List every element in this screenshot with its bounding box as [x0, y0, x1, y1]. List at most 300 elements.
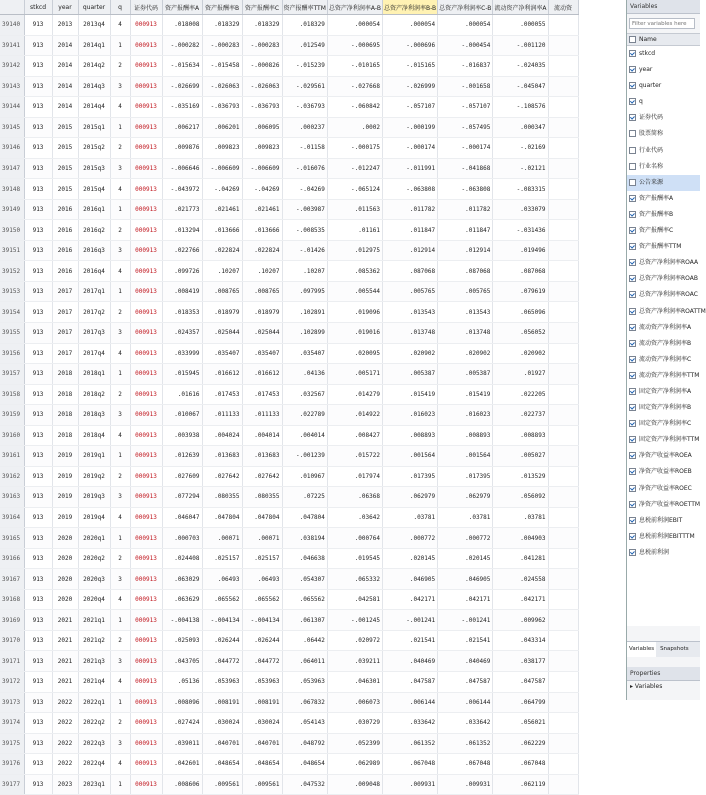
table-cell[interactable]: .043314	[493, 630, 548, 651]
table-cell[interactable]: 2018	[52, 384, 78, 405]
table-cell[interactable]: .013294	[162, 220, 202, 241]
table-cell[interactable]: 2017	[52, 343, 78, 364]
table-cell[interactable]: -.060842	[327, 97, 382, 118]
table-cell[interactable]: 2017	[52, 322, 78, 343]
table-cell[interactable]: -.004134	[202, 610, 242, 631]
table-cell[interactable]: .008191	[202, 692, 242, 713]
table-cell[interactable]: .03642	[327, 507, 382, 528]
variable-item[interactable]	[627, 352, 700, 368]
table-cell[interactable]: -.01426	[282, 240, 327, 261]
table-cell[interactable]: -.057495	[438, 117, 493, 138]
table-row[interactable]	[0, 589, 578, 610]
table-cell[interactable]	[548, 179, 578, 200]
table-cell[interactable]: 2023q1	[78, 774, 110, 795]
table-cell[interactable]	[548, 158, 578, 179]
table-cell[interactable]: .065562	[282, 589, 327, 610]
table-cell[interactable]: .022824	[202, 240, 242, 261]
table-cell[interactable]: .016612	[202, 364, 242, 385]
table-cell[interactable]: 2016q1	[78, 199, 110, 220]
table-cell[interactable]	[548, 138, 578, 159]
variable-checkbox[interactable]	[629, 275, 636, 282]
table-cell[interactable]: .014279	[327, 384, 382, 405]
row-number[interactable]: 39143	[0, 76, 24, 97]
table-cell[interactable]: -.065124	[327, 179, 382, 200]
row-number[interactable]: 39176	[0, 754, 24, 775]
table-row[interactable]	[0, 138, 578, 159]
table-cell[interactable]: .018979	[202, 302, 242, 323]
table-cell[interactable]: .025157	[202, 548, 242, 569]
table-cell[interactable]	[548, 630, 578, 651]
table-cell[interactable]: .067048	[438, 754, 493, 775]
table-cell[interactable]: 2015	[52, 158, 78, 179]
variable-checkbox[interactable]	[629, 372, 636, 379]
table-cell[interactable]: 2022q2	[78, 713, 110, 734]
table-cell[interactable]: .017974	[327, 466, 382, 487]
table-cell[interactable]: 913	[24, 630, 52, 651]
table-cell[interactable]: -.036793	[202, 97, 242, 118]
variable-item[interactable]	[627, 175, 700, 191]
table-cell[interactable]: .01161	[327, 220, 382, 241]
table-cell[interactable]: 3	[110, 76, 130, 97]
table-cell[interactable]: .035407	[282, 343, 327, 364]
table-cell[interactable]: .009561	[242, 774, 282, 795]
table-cell[interactable]: .005387	[438, 364, 493, 385]
table-cell[interactable]: .021541	[438, 630, 493, 651]
table-cell[interactable]: 2019q2	[78, 466, 110, 487]
column-header[interactable]: quarter	[78, 0, 110, 15]
variable-checkbox[interactable]	[629, 211, 636, 218]
table-row[interactable]	[0, 548, 578, 569]
table-cell[interactable]: 2016q2	[78, 220, 110, 241]
table-cell[interactable]: 3	[110, 733, 130, 754]
table-cell[interactable]: .009048	[327, 774, 382, 795]
table-cell[interactable]: 1	[110, 692, 130, 713]
table-cell[interactable]: 2018	[52, 425, 78, 446]
table-row[interactable]	[0, 261, 578, 282]
table-cell[interactable]: .005765	[382, 281, 437, 302]
table-cell[interactable]: .011782	[382, 199, 437, 220]
table-cell[interactable]: .014922	[327, 405, 382, 426]
table-cell[interactable]: 913	[24, 507, 52, 528]
table-cell[interactable]: 2	[110, 138, 130, 159]
table-cell[interactable]: 1	[110, 774, 130, 795]
table-cell[interactable]: .009823	[202, 138, 242, 159]
variable-checkbox[interactable]	[629, 468, 636, 475]
table-cell[interactable]: -.000826	[242, 56, 282, 77]
table-cell[interactable]	[548, 589, 578, 610]
table-cell[interactable]: .027642	[202, 466, 242, 487]
table-cell[interactable]: 2	[110, 384, 130, 405]
table-cell[interactable]: .087068	[493, 261, 548, 282]
table-row[interactable]	[0, 713, 578, 734]
table-cell[interactable]: .038177	[493, 651, 548, 672]
table-cell[interactable]: 000913	[130, 713, 162, 734]
table-cell[interactable]: 000913	[130, 220, 162, 241]
table-cell[interactable]: -.029561	[282, 76, 327, 97]
table-cell[interactable]: 2017q2	[78, 302, 110, 323]
table-cell[interactable]: .047532	[282, 774, 327, 795]
table-cell[interactable]: .020095	[327, 343, 382, 364]
table-cell[interactable]: .047587	[382, 672, 437, 693]
table-cell[interactable]: .06493	[242, 569, 282, 590]
table-cell[interactable]: .008191	[242, 692, 282, 713]
table-cell[interactable]: .021773	[162, 199, 202, 220]
variable-checkbox[interactable]	[629, 98, 636, 105]
table-cell[interactable]: .041281	[493, 548, 548, 569]
table-cell[interactable]: 2016	[52, 240, 78, 261]
table-cell[interactable]: -.000696	[382, 35, 437, 56]
table-cell[interactable]: .024558	[493, 569, 548, 590]
table-cell[interactable]: 3	[110, 651, 130, 672]
table-cell[interactable]: .033642	[438, 713, 493, 734]
variable-item[interactable]	[627, 159, 700, 175]
table-cell[interactable]: 000913	[130, 240, 162, 261]
table-cell[interactable]: 000913	[130, 322, 162, 343]
table-cell[interactable]: -.036793	[282, 97, 327, 118]
table-cell[interactable]: .027642	[242, 466, 282, 487]
table-cell[interactable]: .048654	[242, 754, 282, 775]
table-row[interactable]	[0, 281, 578, 302]
table-cell[interactable]: 2	[110, 713, 130, 734]
table-cell[interactable]: .047804	[282, 507, 327, 528]
table-cell[interactable]: 1	[110, 446, 130, 467]
table-cell[interactable]: .008606	[162, 774, 202, 795]
table-cell[interactable]: .005765	[438, 281, 493, 302]
table-cell[interactable]: 2021q1	[78, 610, 110, 631]
table-cell[interactable]: .021461	[242, 199, 282, 220]
variable-item[interactable]	[627, 143, 700, 159]
table-cell[interactable]: .097995	[282, 281, 327, 302]
table-cell[interactable]	[548, 199, 578, 220]
table-cell[interactable]: 913	[24, 651, 52, 672]
table-cell[interactable]: 4	[110, 507, 130, 528]
variable-checkbox[interactable]	[629, 452, 636, 459]
table-cell[interactable]: .000237	[282, 117, 327, 138]
row-number[interactable]: 39173	[0, 692, 24, 713]
table-cell[interactable]: .10207	[242, 261, 282, 282]
table-cell[interactable]	[548, 281, 578, 302]
table-cell[interactable]: -.001241	[438, 610, 493, 631]
table-cell[interactable]: -.003987	[282, 199, 327, 220]
table-cell[interactable]: .065332	[327, 569, 382, 590]
table-cell[interactable]	[548, 364, 578, 385]
table-cell[interactable]: 2016q3	[78, 240, 110, 261]
table-cell[interactable]: .011563	[327, 199, 382, 220]
table-cell[interactable]: -.004134	[242, 610, 282, 631]
table-cell[interactable]: .013748	[438, 322, 493, 343]
variable-item[interactable]	[627, 497, 700, 513]
table-cell[interactable]: 000913	[130, 56, 162, 77]
table-row[interactable]	[0, 56, 578, 77]
table-row[interactable]	[0, 15, 578, 36]
table-cell[interactable]: -.015458	[202, 56, 242, 77]
table-cell[interactable]	[548, 384, 578, 405]
table-cell[interactable]: .064011	[282, 651, 327, 672]
table-cell[interactable]: .03781	[382, 507, 437, 528]
table-cell[interactable]: -.04269	[242, 179, 282, 200]
row-number[interactable]: 39162	[0, 466, 24, 487]
table-cell[interactable]: .009962	[493, 610, 548, 631]
table-cell[interactable]: .022766	[162, 240, 202, 261]
table-cell[interactable]: .03781	[493, 507, 548, 528]
table-cell[interactable]: 913	[24, 240, 52, 261]
variable-checkbox[interactable]	[629, 179, 636, 186]
variable-checkbox[interactable]	[629, 501, 636, 508]
row-number[interactable]: 39158	[0, 384, 24, 405]
table-cell[interactable]: .061352	[438, 733, 493, 754]
row-number[interactable]: 39169	[0, 610, 24, 631]
table-cell[interactable]: .042171	[493, 589, 548, 610]
table-cell[interactable]: 4	[110, 15, 130, 36]
table-cell[interactable]: 2019q1	[78, 446, 110, 467]
variable-item[interactable]	[627, 448, 700, 464]
table-cell[interactable]: -.057107	[438, 97, 493, 118]
table-cell[interactable]: .087068	[438, 261, 493, 282]
table-row[interactable]	[0, 364, 578, 385]
table-cell[interactable]: 000913	[130, 138, 162, 159]
table-cell[interactable]: .025044	[242, 322, 282, 343]
table-cell[interactable]: .067048	[493, 754, 548, 775]
column-header[interactable]: 流动资产净利润率A	[493, 0, 548, 15]
table-cell[interactable]: .06368	[327, 487, 382, 508]
table-cell[interactable]: .013683	[202, 446, 242, 467]
table-cell[interactable]: .047587	[493, 672, 548, 693]
table-cell[interactable]: .006144	[438, 692, 493, 713]
table-cell[interactable]: .017395	[382, 466, 437, 487]
table-cell[interactable]: .053963	[242, 672, 282, 693]
table-cell[interactable]: .065562	[202, 589, 242, 610]
table-row[interactable]	[0, 405, 578, 426]
table-row[interactable]	[0, 528, 578, 549]
column-header[interactable]: q	[110, 0, 130, 15]
table-cell[interactable]: 2014q1	[78, 35, 110, 56]
table-cell[interactable]: .056092	[493, 487, 548, 508]
table-cell[interactable]: .062119	[493, 774, 548, 795]
table-cell[interactable]: -.006646	[162, 158, 202, 179]
row-number[interactable]: 39157	[0, 364, 24, 385]
variable-item[interactable]	[627, 94, 700, 110]
table-cell[interactable]: 2023	[52, 774, 78, 795]
table-cell[interactable]: .040701	[242, 733, 282, 754]
table-cell[interactable]: .009876	[162, 138, 202, 159]
table-cell[interactable]: 4	[110, 425, 130, 446]
table-cell[interactable]: .020902	[438, 343, 493, 364]
table-cell[interactable]: .000772	[382, 528, 437, 549]
table-cell[interactable]: .085362	[327, 261, 382, 282]
table-cell[interactable]: -.000454	[438, 35, 493, 56]
table-cell[interactable]: .015722	[327, 446, 382, 467]
table-cell[interactable]: .022824	[242, 240, 282, 261]
table-cell[interactable]: -.011991	[382, 158, 437, 179]
table-cell[interactable]: -.006609	[242, 158, 282, 179]
table-cell[interactable]: 2022	[52, 713, 78, 734]
row-number[interactable]: 39149	[0, 199, 24, 220]
table-cell[interactable]: .008893	[438, 425, 493, 446]
table-cell[interactable]: .009561	[202, 774, 242, 795]
table-row[interactable]	[0, 507, 578, 528]
table-cell[interactable]: .046638	[282, 548, 327, 569]
table-cell[interactable]: 2014	[52, 97, 78, 118]
variable-item[interactable]	[627, 207, 700, 223]
table-cell[interactable]	[548, 322, 578, 343]
table-cell[interactable]: 2016	[52, 220, 78, 241]
filter-variables-input[interactable]	[629, 18, 695, 29]
table-row[interactable]	[0, 754, 578, 775]
row-number[interactable]: 39170	[0, 630, 24, 651]
table-cell[interactable]: .042171	[382, 589, 437, 610]
table-cell[interactable]: 2014	[52, 35, 78, 56]
table-cell[interactable]: .001564	[382, 446, 437, 467]
table-cell[interactable]: .064799	[493, 692, 548, 713]
table-cell[interactable]: .047587	[438, 672, 493, 693]
table-cell[interactable]: .016023	[438, 405, 493, 426]
table-cell[interactable]	[548, 754, 578, 775]
column-header[interactable]: 资产报酬率A	[162, 0, 202, 15]
table-cell[interactable]: 913	[24, 56, 52, 77]
table-cell[interactable]: 913	[24, 733, 52, 754]
table-cell[interactable]: .00071	[242, 528, 282, 549]
row-number[interactable]: 39153	[0, 281, 24, 302]
table-cell[interactable]: 000913	[130, 343, 162, 364]
table-cell[interactable]: 000913	[130, 630, 162, 651]
table-cell[interactable]	[548, 56, 578, 77]
variable-checkbox[interactable]	[629, 82, 636, 89]
table-cell[interactable]: .009823	[242, 138, 282, 159]
table-cell[interactable]: .012549	[282, 35, 327, 56]
table-cell[interactable]: .025157	[242, 548, 282, 569]
table-cell[interactable]: .006144	[382, 692, 437, 713]
table-cell[interactable]: .047804	[202, 507, 242, 528]
table-row[interactable]	[0, 199, 578, 220]
row-number[interactable]: 39156	[0, 343, 24, 364]
variable-checkbox[interactable]	[629, 436, 636, 443]
table-row[interactable]	[0, 343, 578, 364]
table-cell[interactable]: -.015634	[162, 56, 202, 77]
table-cell[interactable]: 000913	[130, 774, 162, 795]
table-cell[interactable]: .026244	[242, 630, 282, 651]
table-cell[interactable]: .005171	[327, 364, 382, 385]
row-number[interactable]: 39152	[0, 261, 24, 282]
table-cell[interactable]: .054143	[282, 713, 327, 734]
table-cell[interactable]: 913	[24, 548, 52, 569]
table-cell[interactable]: .022737	[493, 405, 548, 426]
table-cell[interactable]: .040701	[202, 733, 242, 754]
table-cell[interactable]: .013543	[438, 302, 493, 323]
table-cell[interactable]: .006201	[202, 117, 242, 138]
table-cell[interactable]: .018329	[202, 15, 242, 36]
table-cell[interactable]: -.000175	[327, 138, 382, 159]
table-cell[interactable]: -.063808	[382, 179, 437, 200]
table-cell[interactable]: -.000283	[202, 35, 242, 56]
variable-item[interactable]	[627, 255, 700, 271]
table-cell[interactable]: 2015	[52, 117, 78, 138]
table-cell[interactable]: 000913	[130, 425, 162, 446]
table-cell[interactable]: -.036793	[242, 97, 282, 118]
variable-checkbox[interactable]	[629, 533, 636, 540]
table-cell[interactable]: .022789	[282, 405, 327, 426]
table-cell[interactable]: .005544	[327, 281, 382, 302]
table-cell[interactable]: .012639	[162, 446, 202, 467]
table-cell[interactable]: .032567	[282, 384, 327, 405]
table-cell[interactable]	[548, 425, 578, 446]
row-number[interactable]: 39165	[0, 528, 24, 549]
table-cell[interactable]: .056021	[493, 713, 548, 734]
table-cell[interactable]: .018979	[242, 302, 282, 323]
table-row[interactable]	[0, 487, 578, 508]
table-cell[interactable]: 2020q1	[78, 528, 110, 549]
table-cell[interactable]: 913	[24, 97, 52, 118]
row-number[interactable]: 39154	[0, 302, 24, 323]
table-row[interactable]	[0, 158, 578, 179]
table-cell[interactable]: .000703	[162, 528, 202, 549]
table-cell[interactable]: .001564	[438, 446, 493, 467]
table-cell[interactable]: 2022	[52, 692, 78, 713]
table-cell[interactable]: .039011	[162, 733, 202, 754]
table-cell[interactable]: 2019	[52, 487, 78, 508]
table-cell[interactable]: .012914	[382, 240, 437, 261]
table-cell[interactable]: 2014	[52, 76, 78, 97]
table-cell[interactable]: -.024035	[493, 56, 548, 77]
table-cell[interactable]: .052399	[327, 733, 382, 754]
table-cell[interactable]: .063629	[162, 589, 202, 610]
table-cell[interactable]: 2020	[52, 528, 78, 549]
table-cell[interactable]: .033999	[162, 343, 202, 364]
table-cell[interactable]: -.015239	[282, 56, 327, 77]
table-row[interactable]	[0, 179, 578, 200]
table-cell[interactable]: 2018q2	[78, 384, 110, 405]
table-cell[interactable]: -.000695	[327, 35, 382, 56]
column-header[interactable]: 资产报酬率TTM	[282, 0, 327, 15]
table-cell[interactable]: .019096	[327, 302, 382, 323]
variable-checkbox[interactable]	[629, 388, 636, 395]
table-cell[interactable]: -.016837	[438, 56, 493, 77]
table-cell[interactable]: -.108576	[493, 97, 548, 118]
table-cell[interactable]: .020145	[438, 548, 493, 569]
table-cell[interactable]	[548, 446, 578, 467]
table-cell[interactable]: .013748	[382, 322, 437, 343]
table-cell[interactable]: 913	[24, 754, 52, 775]
table-cell[interactable]: .102891	[282, 302, 327, 323]
table-cell[interactable]: 913	[24, 466, 52, 487]
table-cell[interactable]: 2019	[52, 466, 78, 487]
row-number[interactable]: 39172	[0, 672, 24, 693]
table-cell[interactable]: .080355	[242, 487, 282, 508]
table-cell[interactable]: 000913	[130, 487, 162, 508]
variable-item[interactable]	[627, 271, 700, 287]
table-cell[interactable]: .018353	[162, 302, 202, 323]
variable-item[interactable]	[627, 223, 700, 239]
table-cell[interactable]: .035407	[242, 343, 282, 364]
table-cell[interactable]: 2014q3	[78, 76, 110, 97]
table-cell[interactable]: 913	[24, 138, 52, 159]
table-cell[interactable]: 913	[24, 589, 52, 610]
table-cell[interactable]: 000913	[130, 446, 162, 467]
table-cell[interactable]: .015945	[162, 364, 202, 385]
table-cell[interactable]: -.045047	[493, 76, 548, 97]
row-number[interactable]: 39151	[0, 240, 24, 261]
table-cell[interactable]: .04136	[282, 364, 327, 385]
table-cell[interactable]: -.008535	[282, 220, 327, 241]
table-cell[interactable]: 1	[110, 199, 130, 220]
table-cell[interactable]: 2018q3	[78, 405, 110, 426]
table-cell[interactable]: 2020q2	[78, 548, 110, 569]
table-cell[interactable]: 3	[110, 405, 130, 426]
table-row[interactable]	[0, 446, 578, 467]
table-cell[interactable]: .006095	[242, 117, 282, 138]
row-number[interactable]: 39175	[0, 733, 24, 754]
table-cell[interactable]: 000913	[130, 199, 162, 220]
table-cell[interactable]: -.026699	[162, 76, 202, 97]
